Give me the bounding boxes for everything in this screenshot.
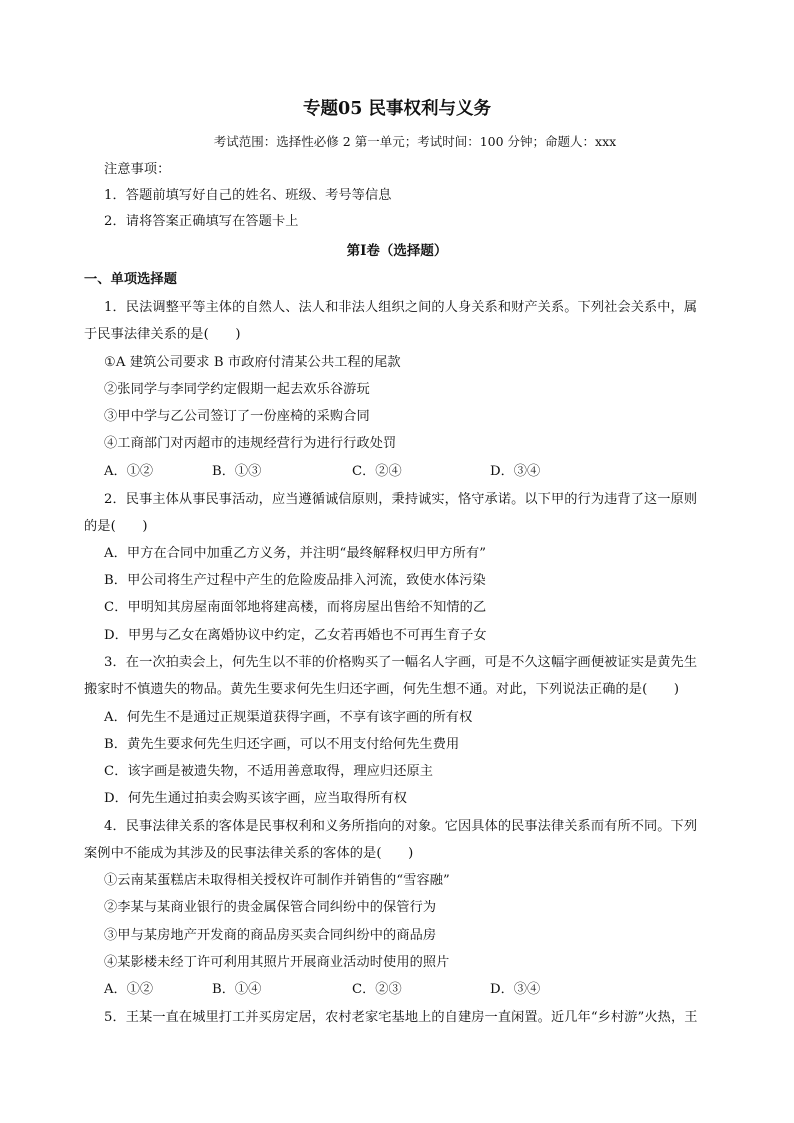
question-1-stem: 于民事法律关系的是( ) (84, 327, 241, 342)
question-4-option-c[interactable]: C．②③ (352, 982, 402, 997)
question-4-item: ②李某与某商业银行的贵金属保管合同纠纷中的保管行为 (104, 900, 437, 915)
question-2-stem: 2．民事主体从事民事活动，应当遵循诚信原则，秉持诚实，恪守承诺。以下甲的行为违背了这一原则 (104, 492, 698, 507)
question-2-stem: 的是( ) (84, 519, 148, 534)
question-5-stem: 5．王某一直在城里打工并买房定居，农村老家宅基地上的自建房一直闲置。近几年“乡村游”火热，王 (104, 1010, 698, 1025)
question-3-stem: 搬家时不慎遗失的物品。黄先生要求何先生归还字画，何先生想不通。对此，下列说法正确的是( ) (84, 682, 680, 697)
question-4-item: ④某影楼未经丁许可利用其照片开展商业活动时使用的照片 (104, 955, 450, 970)
question-1-item: ②张同学与李同学约定假期一起去欢乐谷游玩 (104, 382, 370, 397)
section-title: 第I卷（选择题） (346, 243, 448, 259)
question-2-option-d[interactable]: D．甲男与乙女在离婚协议中约定，乙女若再婚也不可再生育子女 (104, 628, 487, 643)
question-3-option-a[interactable]: A．何先生不是通过正规渠道获得字画，不享有该字画的所有权 (104, 710, 473, 725)
exam-meta: 考试范围：选择性必修 2 第一单元；考试时间：100 分钟；命题人：xxx (213, 134, 617, 149)
question-4-options (104, 981, 614, 999)
question-4-item: ③甲与某房地产开发商的商品房买卖合同纠纷中的商品房 (104, 928, 437, 943)
question-1-option-a[interactable]: A．①② (104, 464, 154, 479)
question-1-stem: 1．民法调整平等主体的自然人、法人和非法人组织之间的人身关系和财产关系。下列社会关系中，属 (104, 300, 698, 315)
question-1-option-c[interactable]: C．②④ (352, 464, 402, 479)
notice-heading: 注意事项： (104, 162, 171, 177)
question-1-item: ①A 建筑公司要求 B 市政府付清某公共工程的尾款 (104, 355, 401, 370)
question-4-option-a[interactable]: A．①② (104, 982, 154, 997)
notice-item: 1．答题前填写好自己的姓名、班级、考号等信息 (104, 188, 392, 203)
part-heading: 一、单项选择题 (84, 272, 178, 287)
question-2-option-c[interactable]: C．甲明知其房屋南面邻地将建高楼，而将房屋出售给不知情的乙 (104, 600, 487, 615)
question-1-option-b[interactable]: B．①③ (212, 464, 262, 479)
question-1-option-d[interactable]: D．③④ (490, 464, 541, 479)
page-title: 专题05 民事权利与义务 (303, 99, 491, 119)
question-3-option-b[interactable]: B．黄先生要求何先生归还字画，可以不用支付给何先生费用 (104, 737, 460, 752)
question-3-option-c[interactable]: C．该字画是被遗失物，不适用善意取得，理应归还原主 (104, 764, 434, 779)
question-1-item: ③甲中学与乙公司签订了一份座椅的采购合同 (104, 409, 370, 424)
question-3-stem: 3．在一次拍卖会上，何先生以不菲的价格购买了一幅名人字画，可是不久这幅字画便被证实是黄先生 (104, 655, 698, 670)
question-1-item: ④工商部门对丙超市的违规经营行为进行行政处罚 (104, 436, 397, 451)
question-4-stem: 案例中不能成为其涉及的民事法律关系的客体的是( ) (84, 846, 414, 861)
question-4-item: ①云南某蛋糕店未取得相关授权许可制作并销售的“雪容融” (104, 873, 450, 888)
question-2-option-a[interactable]: A．甲方在合同中加重乙方义务，并注明“最终解释权归甲方所有” (104, 546, 487, 561)
question-3-option-d[interactable]: D．何先生通过拍卖会购买该字画，应当取得所有权 (104, 791, 407, 806)
question-4-option-b[interactable]: B．①④ (212, 982, 262, 997)
question-4-stem: 4．民事法律关系的客体是民事权利和义务所指向的对象。它因具体的民事法律关系而有所不同。下列 (104, 819, 698, 834)
question-2-option-b[interactable]: B．甲公司将生产过程中产生的危险废品排入河流，致使水体污染 (104, 573, 486, 588)
question-4-option-d[interactable]: D．③④ (490, 982, 541, 997)
question-1-options (104, 463, 614, 481)
notice-item: 2．请将答案正确填写在答题卡上 (104, 214, 299, 229)
